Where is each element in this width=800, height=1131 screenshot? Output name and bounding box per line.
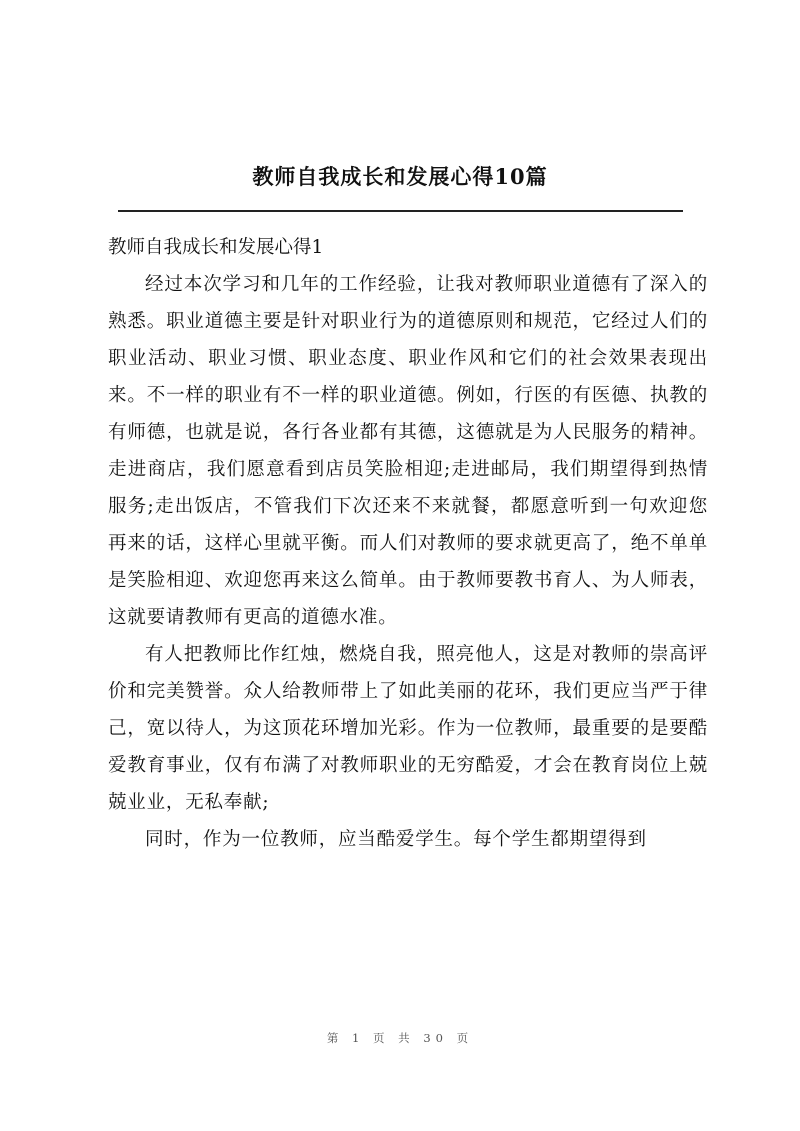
document-body <box>108 229 708 858</box>
paragraph-3: 同时，作为一位教师，应当酷爱学生。每个学生都期望得到 <box>145 829 647 850</box>
paragraph-2: 有人把教师比作红烛，燃烧自我，照亮他人，这是对教师的崇高评价和完美赞誉。众人给教师带上了如此美丽的花环，我们更应当严于律己，宽以待人，为这顶花环增加光彩。作为一位教师，最重要的是要酷爱教育事业，仅有布满了对教师职业的无穷酷爱，才会在教育岗位上兢兢业业，无私奉献; <box>108 644 708 813</box>
page-number-footer: 第 1 页 共 30 页 <box>326 1031 474 1045</box>
section-heading: 教师自我成长和发展心得1 <box>108 237 324 258</box>
document-title: 教师自我成长和发展心得10篇 <box>252 164 548 189</box>
title-underline <box>118 210 683 212</box>
paragraph-1: 经过本次学习和几年的工作经验，让我对教师职业道德有了深入的熟悉。职业道德主要是针对职业行为的道德原则和规范，它经过人们的职业活动、职业习惯、职业态度、职业作风和它们的社会效果表现出来。不一样的职业有不一样的职业道德。例如，行医的有医德、执教的有师德，也就是说，各行各业都有其德，这德就是为人民服务的精神。走进商店，我们愿意看到店员笑脸相迎;走进邮局，我们期望得到热情服务;走出饭店，不管我们下次还来不来就餐，都愿意听到一句欢迎您再来的话，这样心里就平衡。而人们对教师的要求就更高了，绝不单单是笑脸相迎、欢迎您再来这么简单。由于教师要教书育人、为人师表，这就要请教师有更高的道德水准。 <box>108 274 708 628</box>
